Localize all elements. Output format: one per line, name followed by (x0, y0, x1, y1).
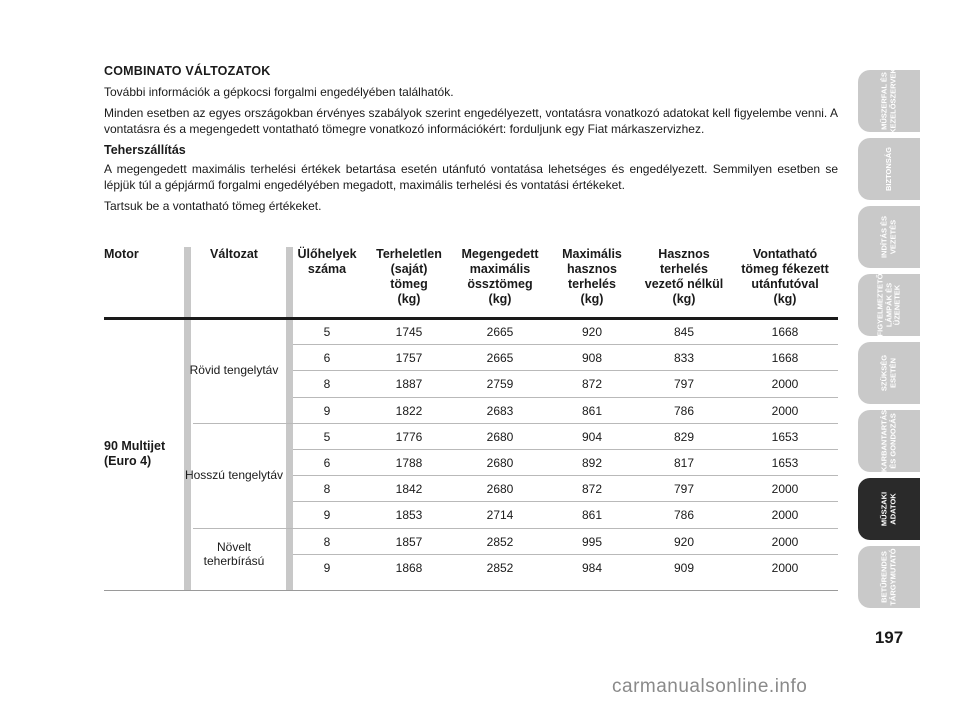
table-cell-gross-weight: 2683 (486, 403, 514, 418)
row-divider (193, 423, 838, 424)
table-cell-seats: 9 (323, 403, 331, 418)
table-bottom-rule (104, 590, 838, 591)
table-cell-max-payload: 920 (581, 325, 603, 339)
column-header-curb-weight: Terheletlen (saját) tömeg (kg) (376, 247, 442, 306)
table-cell-payload-no-driver: 817 (673, 456, 695, 470)
table-cell-seats: 5 (323, 325, 331, 339)
table-cell-curb-weight: 1842 (395, 482, 423, 497)
table-cell-towable-weight: 2000 (771, 560, 799, 575)
column-header-motor: Motor (104, 247, 139, 261)
watermark: carmanualsonline.info (612, 676, 808, 697)
motor-cell: 90 Multijet (Euro 4) (104, 439, 166, 468)
table-cell-seats: 8 (323, 482, 331, 497)
table-cell-towable-weight: 1668 (771, 325, 799, 339)
column-separator (184, 247, 191, 590)
table-cell-max-payload: 892 (581, 456, 603, 470)
column-header-towable-weight: Vontatható tömeg fékezett utánfutóval (kg) (741, 247, 829, 306)
table-cell-gross-weight: 2665 (486, 325, 514, 339)
tab-label: SZÜKSÉG ESETÉN (879, 354, 897, 392)
table-cell-curb-weight: 1857 (395, 534, 423, 549)
index-tab[interactable] (858, 546, 920, 608)
table-cell-payload-no-driver: 833 (673, 351, 695, 366)
table-cell-gross-weight: 2714 (486, 508, 514, 523)
row-divider (193, 528, 838, 529)
column-header-seats: Ülőhelyek száma (297, 247, 357, 276)
table-cell-towable-weight: 2000 (771, 403, 799, 418)
table-cell-towable-weight: 2000 (771, 508, 799, 523)
starting-driving-tab[interactable] (858, 206, 920, 268)
paragraph-load-limits: A megengedett maximális terhelési értékek betartása esetén utánfutó vontatása lehetséges és engedélyezett. Semmilyen esetben se lépjük túl a gépjármű forgalmi engedélyében megadott, maximális terhelési és vontatási értékeket. (104, 162, 838, 192)
subheading-cargo: Teherszállítás (104, 143, 186, 157)
table-cell-max-payload: 872 (581, 377, 603, 392)
table-cell-curb-weight: 1788 (395, 456, 423, 470)
table-cell-curb-weight: 1745 (395, 325, 423, 339)
table-cell-payload-no-driver: 786 (673, 508, 695, 523)
warning-lights-tab[interactable] (858, 274, 920, 336)
table-cell-payload-no-driver: 829 (673, 429, 695, 444)
row-divider (293, 475, 838, 476)
row-divider (293, 501, 838, 502)
table-cell-curb-weight: 1776 (395, 429, 423, 444)
safety-tab[interactable] (858, 138, 920, 200)
table-cell-gross-weight: 2680 (486, 482, 514, 497)
table-cell-towable-weight: 1668 (771, 351, 799, 366)
tab-label: INDÍTÁS ÉS VEZETÉS (879, 215, 897, 259)
tab-label: BETŰRENDES TÁRGYMUTATÓ (879, 548, 897, 606)
table-cell-payload-no-driver: 909 (673, 560, 695, 575)
table-cell-seats: 5 (323, 429, 331, 444)
table-cell-seats: 6 (323, 351, 331, 366)
table-cell-seats: 8 (323, 534, 331, 549)
page-number: 197 (874, 628, 904, 647)
maintenance-tab[interactable] (858, 410, 920, 472)
table-cell-max-payload: 995 (581, 534, 603, 549)
paragraph-info: További információk a gépkocsi forgalmi engedélyében találhatók. (104, 85, 454, 99)
table-cell-towable-weight: 2000 (771, 377, 799, 392)
table-cell-curb-weight: 1822 (395, 403, 423, 418)
table-cell-seats: 6 (323, 456, 331, 470)
row-divider (293, 554, 838, 555)
table-cell-payload-no-driver: 920 (673, 534, 695, 549)
table-cell-max-payload: 984 (581, 560, 603, 575)
table-cell-gross-weight: 2852 (486, 560, 514, 575)
table-cell-seats: 9 (323, 508, 331, 523)
table-cell-curb-weight: 1853 (395, 508, 423, 523)
table-cell-max-payload: 861 (581, 508, 603, 523)
variant-cell: Rövid tengelytáv (189, 363, 279, 378)
table-cell-curb-weight: 1868 (395, 560, 423, 575)
table-cell-towable-weight: 2000 (771, 482, 799, 497)
table-cell-curb-weight: 1887 (395, 377, 423, 392)
tab-label: BIZTONSÁG (883, 146, 893, 192)
table-cell-payload-no-driver: 797 (673, 482, 695, 497)
table-cell-gross-weight: 2680 (486, 429, 514, 444)
header-rule (104, 317, 838, 320)
section-heading: COMBINATO VÁLTOZATOK (104, 64, 271, 78)
column-header-gross-weight: Megengedett maximális össztömeg (kg) (461, 247, 539, 306)
column-header-payload-no-driver: Hasznos terhelés vezető nélkül (kg) (644, 247, 724, 306)
technical-data-tab[interactable] (858, 478, 920, 540)
row-divider (293, 344, 838, 345)
table-cell-max-payload: 908 (581, 351, 603, 366)
table-cell-max-payload: 872 (581, 482, 603, 497)
row-divider (293, 397, 838, 398)
variant-cell: Hosszú tengelytáv (184, 468, 284, 483)
tab-label: MŰSZERFAL ÉS KEZELŐSZERVEK (879, 68, 897, 134)
table-cell-curb-weight: 1757 (395, 351, 423, 366)
table-cell-payload-no-driver: 797 (673, 377, 695, 392)
section-content (104, 64, 838, 219)
paragraph-towing-rules: Minden esetben az egyes országokban érvényes szabályok szerint engedélyezett, vontatásra vonatkozó adatokat kell figyelembe venni. A vontatásra és a megengedett vontatható tömegre vonatkozó információkért: forduljunk egy Fiat márkaszervizhez. (104, 106, 838, 136)
instrument-panel-tab[interactable] (858, 70, 920, 132)
tab-label: KARBANTARTÁS ÉS GONDOZÁS (879, 409, 897, 473)
column-header-max-payload: Maximális hasznos terhelés (kg) (562, 247, 622, 306)
paragraph-towable-weight: Tartsuk be a vontatható tömeg értékeket. (104, 199, 322, 213)
table-cell-max-payload: 861 (581, 403, 603, 418)
table-cell-payload-no-driver: 845 (673, 325, 695, 339)
row-divider (293, 370, 838, 371)
table-cell-towable-weight: 1653 (771, 456, 799, 470)
column-header-variant: Változat (210, 247, 258, 261)
weights-table (104, 247, 838, 592)
table-cell-gross-weight: 2759 (486, 377, 514, 392)
tab-label: FIGYELMEZTETŐ LÁMPÁK ÉS ÜZENETEK (875, 273, 902, 337)
table-cell-seats: 8 (323, 377, 331, 392)
table-cell-seats: 9 (323, 560, 331, 575)
table-cell-gross-weight: 2680 (486, 456, 514, 470)
table-cell-gross-weight: 2852 (486, 534, 514, 549)
row-divider (293, 449, 838, 450)
table-cell-towable-weight: 2000 (771, 534, 799, 549)
table-cell-towable-weight: 1653 (771, 429, 799, 444)
variant-cell: Növelt teherbírású (203, 539, 265, 568)
table-cell-max-payload: 904 (581, 429, 603, 444)
table-cell-payload-no-driver: 786 (673, 403, 695, 418)
table-cell-gross-weight: 2665 (486, 351, 514, 366)
tab-label: MŰSZAKI ADATOK (879, 491, 897, 527)
emergency-tab[interactable] (858, 342, 920, 404)
